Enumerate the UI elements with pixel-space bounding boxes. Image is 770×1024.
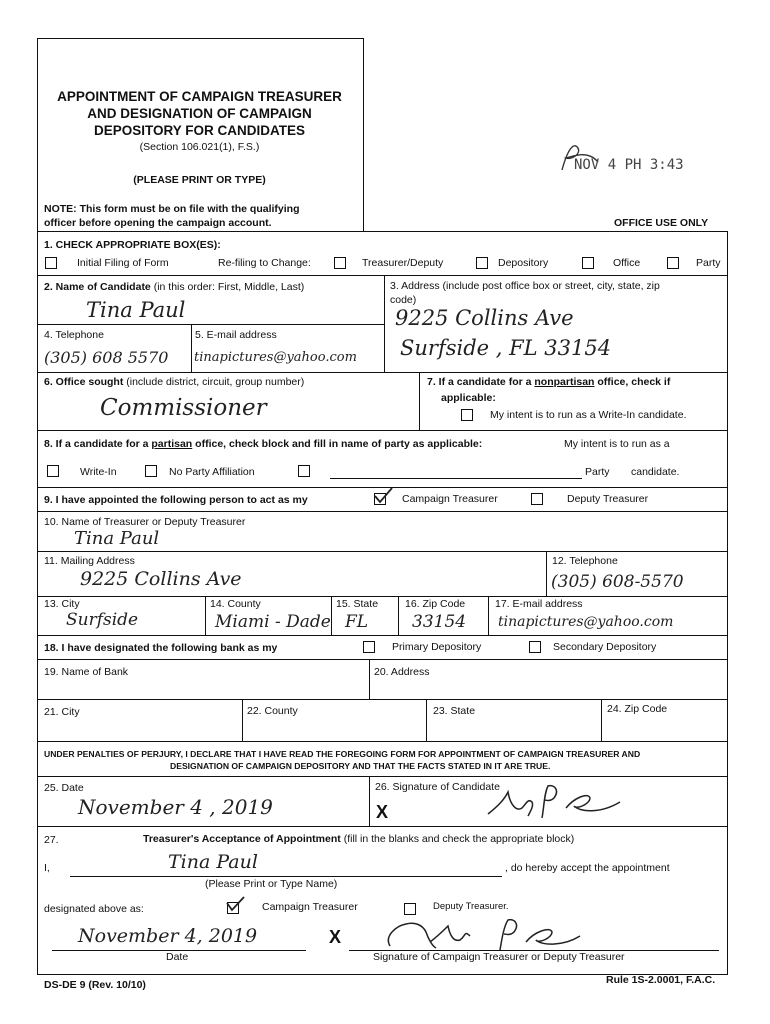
s21-label: 21. City xyxy=(44,706,80,718)
campaign-treasurer-label: Campaign Treasurer xyxy=(402,493,498,505)
refiling-label: Re-filing to Change: xyxy=(218,257,311,269)
treasurer-zip-value[interactable]: 33154 xyxy=(412,612,467,632)
acceptance-date-value[interactable]: November 4, 2019 xyxy=(78,925,258,947)
s23-label: 23. State xyxy=(433,705,476,717)
rule-reference: Rule 1S-2.0001, F.A.C. xyxy=(606,974,716,986)
treasurer-deputy-label: Treasurer/Deputy xyxy=(362,257,444,269)
treasurer-name-value[interactable]: Tina Paul xyxy=(74,528,160,549)
title-line-1: APPOINTMENT OF CAMPAIGN TREASURER xyxy=(57,89,342,104)
candidate-phone-value[interactable]: (305) 608 5570 xyxy=(44,348,169,367)
s27-title: Treasurer's Acceptance of Appointment xyxy=(143,833,341,845)
s10-label: 10. Name of Treasurer or Deputy Treasurer xyxy=(44,516,246,528)
s22-label: 22. County xyxy=(247,705,298,717)
s19-label: 19. Name of Bank xyxy=(44,666,129,678)
initial-filing-label: Initial Filing of Form xyxy=(77,257,169,269)
npa-checkbox[interactable] xyxy=(145,465,157,477)
s3-label: 3. Address (include post office box or street, city, state, zip xyxy=(390,280,660,292)
treasurer-state-value[interactable]: FL xyxy=(345,612,369,632)
rule xyxy=(37,776,728,777)
s6-label xyxy=(44,376,304,388)
rule xyxy=(37,430,728,431)
s26-x: X xyxy=(376,802,389,822)
acceptance-text: , do hereby accept the appointment xyxy=(505,862,670,874)
s7-label-end: office, check if xyxy=(597,376,671,388)
rule xyxy=(331,596,332,635)
s18-label: 18. I have designated the following bank as my xyxy=(44,642,278,654)
note-line-1: NOTE: This form must be on file with the qualifying xyxy=(44,203,300,215)
office-label: Office xyxy=(613,257,641,269)
s8-partisan: partisan xyxy=(151,438,193,450)
s14-label: 14. County xyxy=(210,598,261,610)
office-use-only: OFFICE USE ONLY xyxy=(614,217,709,229)
primary-depository-label: Primary Depository xyxy=(392,641,482,653)
s2-label-text: 2. Name of Candidate xyxy=(44,281,151,293)
candidate-address-line2[interactable]: Surfside , FL 33154 xyxy=(400,336,612,360)
s25-label: 25. Date xyxy=(44,782,84,794)
partisan-writein-checkbox[interactable] xyxy=(47,465,59,477)
perjury-line-1: UNDER PENALTIES OF PERJURY, I DECLARE THAT I HAVE READ THE FOREGOING FORM FOR APPOINTMENT OF CAMPAIGN TREASURER AND xyxy=(44,749,641,759)
designated-label: designated above as: xyxy=(44,903,144,915)
party-label: Party xyxy=(696,257,721,269)
s6-hint: (include district, circuit, group number) xyxy=(126,376,305,388)
s13-label: 13. City xyxy=(44,598,80,610)
s27-hint: (fill in the blanks and check the appropriate block) xyxy=(343,833,575,845)
rule xyxy=(37,741,728,742)
print-note: (PLEASE PRINT OR TYPE) xyxy=(133,174,266,186)
note-line-2: officer before opening the campaign account. xyxy=(44,217,272,229)
s15-label: 15. State xyxy=(336,598,379,610)
perjury-line-2: DESIGNATION OF CAMPAIGN DEPOSITORY AND THAT THE FACTS STATED IN IT ARE TRUE. xyxy=(170,761,551,771)
title-line-2: AND DESIGNATION OF CAMPAIGN xyxy=(87,106,312,121)
signature-caption: Signature of Campaign Treasurer or Deputy Treasurer xyxy=(373,951,625,963)
s1-label: 1. CHECK APPROPRIATE BOX(ES): xyxy=(44,239,221,251)
treasurer-county-value[interactable]: Miami - Dade xyxy=(215,612,331,632)
s4-label: 4. Telephone xyxy=(44,329,104,341)
party-name-checkbox[interactable] xyxy=(298,465,310,477)
secondary-depository-label: Secondary Depository xyxy=(553,641,657,653)
s5-label: 5. E-mail address xyxy=(195,329,277,341)
treasurer-signature[interactable] xyxy=(380,912,600,954)
acceptance-name-line[interactable] xyxy=(70,876,502,877)
deputy-treasurer-label: Deputy Treasurer xyxy=(567,493,649,505)
treasurer-email-value[interactable]: tinapictures@yahoo.com xyxy=(498,614,674,630)
s17-label: 17. E-mail address xyxy=(495,598,583,610)
s11-label: 11. Mailing Address xyxy=(44,555,135,567)
acceptance-deputy-label: Deputy Treasurer. xyxy=(433,901,509,912)
s27-num: 27. xyxy=(44,834,59,846)
rule xyxy=(205,596,206,635)
s24-label: 24. Zip Code xyxy=(607,703,668,715)
rule xyxy=(426,699,427,741)
rule xyxy=(37,596,728,597)
rule xyxy=(37,372,728,373)
primary-depository-checkbox[interactable] xyxy=(363,641,375,653)
title-line-3: DEPOSITORY FOR CANDIDATES xyxy=(93,123,306,138)
party-name-line[interactable] xyxy=(330,478,582,479)
rule xyxy=(546,551,547,596)
deputy-treasurer-checkbox[interactable] xyxy=(531,493,543,505)
s16-label: 16. Zip Code xyxy=(405,598,466,610)
s7-label-2: applicable: xyxy=(441,392,496,404)
check-mark-icon xyxy=(372,486,394,506)
rule xyxy=(37,635,728,636)
rule xyxy=(37,826,728,827)
treasurer-city-value[interactable]: Surfside xyxy=(66,610,139,630)
rule xyxy=(37,551,728,552)
secondary-depository-checkbox[interactable] xyxy=(529,641,541,653)
form-number: DS-DE 9 (Rev. 10/10) xyxy=(44,979,146,991)
rule xyxy=(191,324,192,372)
s8-label-end: office, check block and fill in name of party as applicable: xyxy=(195,438,483,450)
rule xyxy=(37,275,728,276)
candidate-address-line1[interactable]: 9225 Collins Ave xyxy=(395,306,574,330)
rule xyxy=(37,324,384,325)
nonpartisan-writein-label: My intent is to run as a Write-In candidate. xyxy=(490,409,687,421)
initial-filing-checkbox[interactable] xyxy=(45,257,57,269)
npa-label: No Party Affiliation xyxy=(169,466,255,478)
s20-label: 20. Address xyxy=(374,666,430,678)
treasurer-deputy-checkbox[interactable] xyxy=(334,257,346,269)
candidate-suffix: candidate. xyxy=(631,466,680,478)
s3-label-2: code) xyxy=(390,294,417,306)
rule xyxy=(384,275,385,372)
nonpartisan-writein-checkbox[interactable] xyxy=(461,409,473,421)
rule xyxy=(398,596,399,635)
received-stamp: NOV 4 PH 3:43 xyxy=(574,157,684,173)
s7-label xyxy=(427,376,670,388)
candidate-name-value[interactable]: Tina Paul xyxy=(86,298,186,322)
rule xyxy=(419,372,420,430)
party-suffix: Party xyxy=(585,466,610,478)
candidate-signature[interactable] xyxy=(470,778,640,823)
depository-checkbox[interactable] xyxy=(476,257,488,269)
depository-label: Depository xyxy=(498,257,549,269)
treasurer-phone-value[interactable]: (305) 608-5570 xyxy=(551,572,684,592)
check-mark-icon xyxy=(224,894,248,914)
s8-label xyxy=(44,438,482,450)
s27-i: I, xyxy=(44,862,50,874)
s8-label-start: 8. If a candidate for a xyxy=(44,438,149,450)
s6-label-text: 6. Office sought xyxy=(44,376,124,388)
rule xyxy=(37,699,728,700)
office-checkbox[interactable] xyxy=(582,257,594,269)
party-checkbox[interactable] xyxy=(667,257,679,269)
treasurer-mailing-address-value[interactable]: 9225 Collins Ave xyxy=(80,568,242,590)
rule xyxy=(369,776,370,826)
candidate-date-value[interactable]: November 4 , 2019 xyxy=(78,795,273,819)
form-title xyxy=(37,88,362,139)
candidate-email-value[interactable]: tinapictures@yahoo.com xyxy=(194,350,357,365)
s9-label: 9. I have appointed the following person to act as my xyxy=(44,494,308,506)
rule xyxy=(37,659,728,660)
s2-hint: (in this order: First, Middle, Last) xyxy=(153,281,305,293)
rule xyxy=(242,699,243,741)
rule xyxy=(37,511,728,512)
section-ref: (Section 106.021(1), F.S.) xyxy=(139,141,260,153)
partisan-writein-label: Write-In xyxy=(80,466,117,478)
s2-label xyxy=(44,281,304,293)
rule xyxy=(601,699,602,741)
acceptance-x: X xyxy=(329,927,342,947)
s12-label: 12. Telephone xyxy=(552,555,618,567)
date-caption: Date xyxy=(166,951,189,963)
s8-intent: My intent is to run as a xyxy=(564,438,670,450)
s7-label-start: 7. If a candidate for a xyxy=(427,376,532,388)
name-caption: (Please Print or Type Name) xyxy=(205,878,338,890)
s27-title-row xyxy=(143,833,574,845)
rule xyxy=(488,596,489,635)
s26-label: 26. Signature of Candidate xyxy=(375,781,500,793)
acceptance-name-value[interactable]: Tina Paul xyxy=(168,851,258,873)
office-sought-value[interactable]: Commissioner xyxy=(100,395,267,421)
rule xyxy=(369,659,370,699)
s7-nonpartisan: nonpartisan xyxy=(534,376,595,388)
acceptance-campaign-label: Campaign Treasurer xyxy=(262,901,358,913)
